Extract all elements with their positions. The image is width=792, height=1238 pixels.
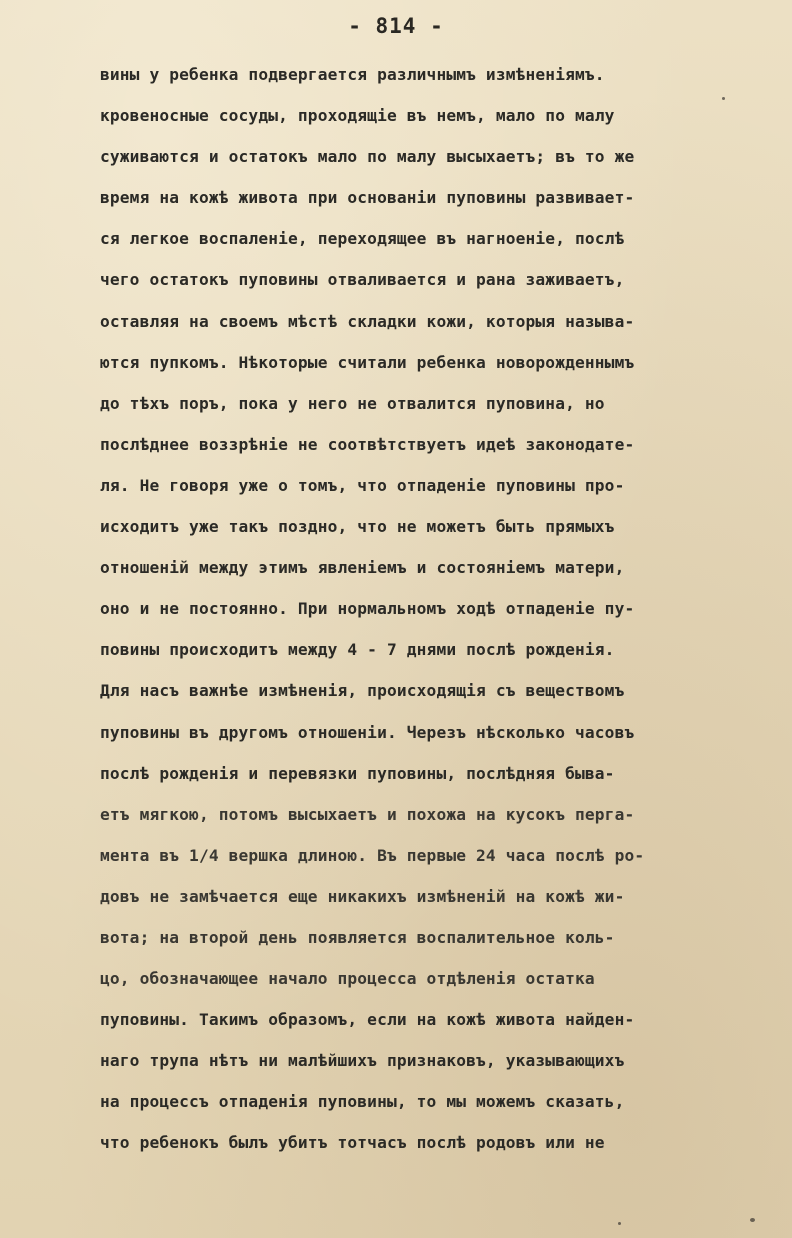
text-line: оно и не постоянно. При нормальномъ ходѣ отпаденiе пу- [100, 599, 635, 619]
body-text [100, 60, 790, 1170]
text-line: суживаются и остатокъ мало по малу высыхаетъ; въ то же [100, 147, 635, 167]
text-line: Для насъ важнѣе измѣненiя, происходящiя съ веществомъ [100, 681, 625, 701]
text-line: отношенiй между этимъ явленiемъ и состоянiемъ матери, [100, 558, 625, 578]
page-number: - 814 - [348, 14, 444, 38]
text-line: мента въ 1/4 вершка длиною. Въ первые 24 часа послѣ ро- [100, 845, 645, 865]
text-line: что ребенокъ былъ убитъ тотчасъ послѣ родовъ или не [100, 1133, 605, 1153]
text-line: на процессъ отпаденiя пуповины, то мы можемъ сказать, [100, 1092, 625, 1112]
text-line: чего остатокъ пуповины отваливается и рана заживаетъ, [100, 270, 625, 290]
text-line: цо, обозначающее начало процесса отдѣленiя остатка [100, 969, 595, 989]
text-line: кровеносные сосуды, проходящiе въ немъ, мало по малу [100, 106, 615, 126]
text-line: время на кожѣ живота при основанiи пуповины развивает- [100, 188, 635, 208]
ink-speck [750, 1218, 755, 1222]
ink-speck [722, 97, 725, 100]
text-line: пуповины въ другомъ отношенiи. Черезъ нѣсколько часовъ [100, 722, 635, 742]
text-line: послѣднее воззрѣнiе не соотвѣтствуетъ идеѣ законодате- [100, 434, 635, 454]
text-line: повины происходитъ между 4 - 7 днями послѣ рожденiя. [100, 640, 615, 660]
text-line: наго трупа нѣтъ ни малѣйшихъ признаковъ, указывающихъ [100, 1051, 625, 1071]
text-line: етъ мягкою, потомъ высыхаетъ и похожа на кусокъ перга- [100, 804, 635, 824]
text-line: ся легкое воспаленiе, переходящее въ нагноенiе, послѣ [100, 229, 625, 249]
text-line: ля. Не говоря уже о томъ, что отпаденiе пуповины про- [100, 475, 625, 495]
text-line: довъ не замѣчается еще никакихъ измѣненiй на кожѣ жи- [100, 886, 625, 906]
text-line: вины у ребенка подвергается различнымъ измѣненiямъ. [100, 65, 605, 84]
text-line: до тѣхъ поръ, пока у него не отвалится пуповина, но [100, 393, 605, 413]
text-line: исходитъ уже такъ поздно, что не можетъ быть прямыхъ [100, 517, 615, 537]
text-line: послѣ рожденiя и перевязки пуповины, послѣдняя быва- [100, 763, 615, 783]
text-line: пуповины. Такимъ образомъ, если на кожѣ живота найден- [100, 1010, 635, 1030]
text-line: оставляя на своемъ мѣстѣ складки кожи, которыя называ- [100, 311, 635, 331]
text-line: ются пупкомъ. Нѣкоторые считали ребенка новорожденнымъ [100, 352, 635, 372]
ink-speck [618, 1222, 621, 1225]
text-line: вота; на второй день появляется воспалительное коль- [100, 927, 615, 947]
